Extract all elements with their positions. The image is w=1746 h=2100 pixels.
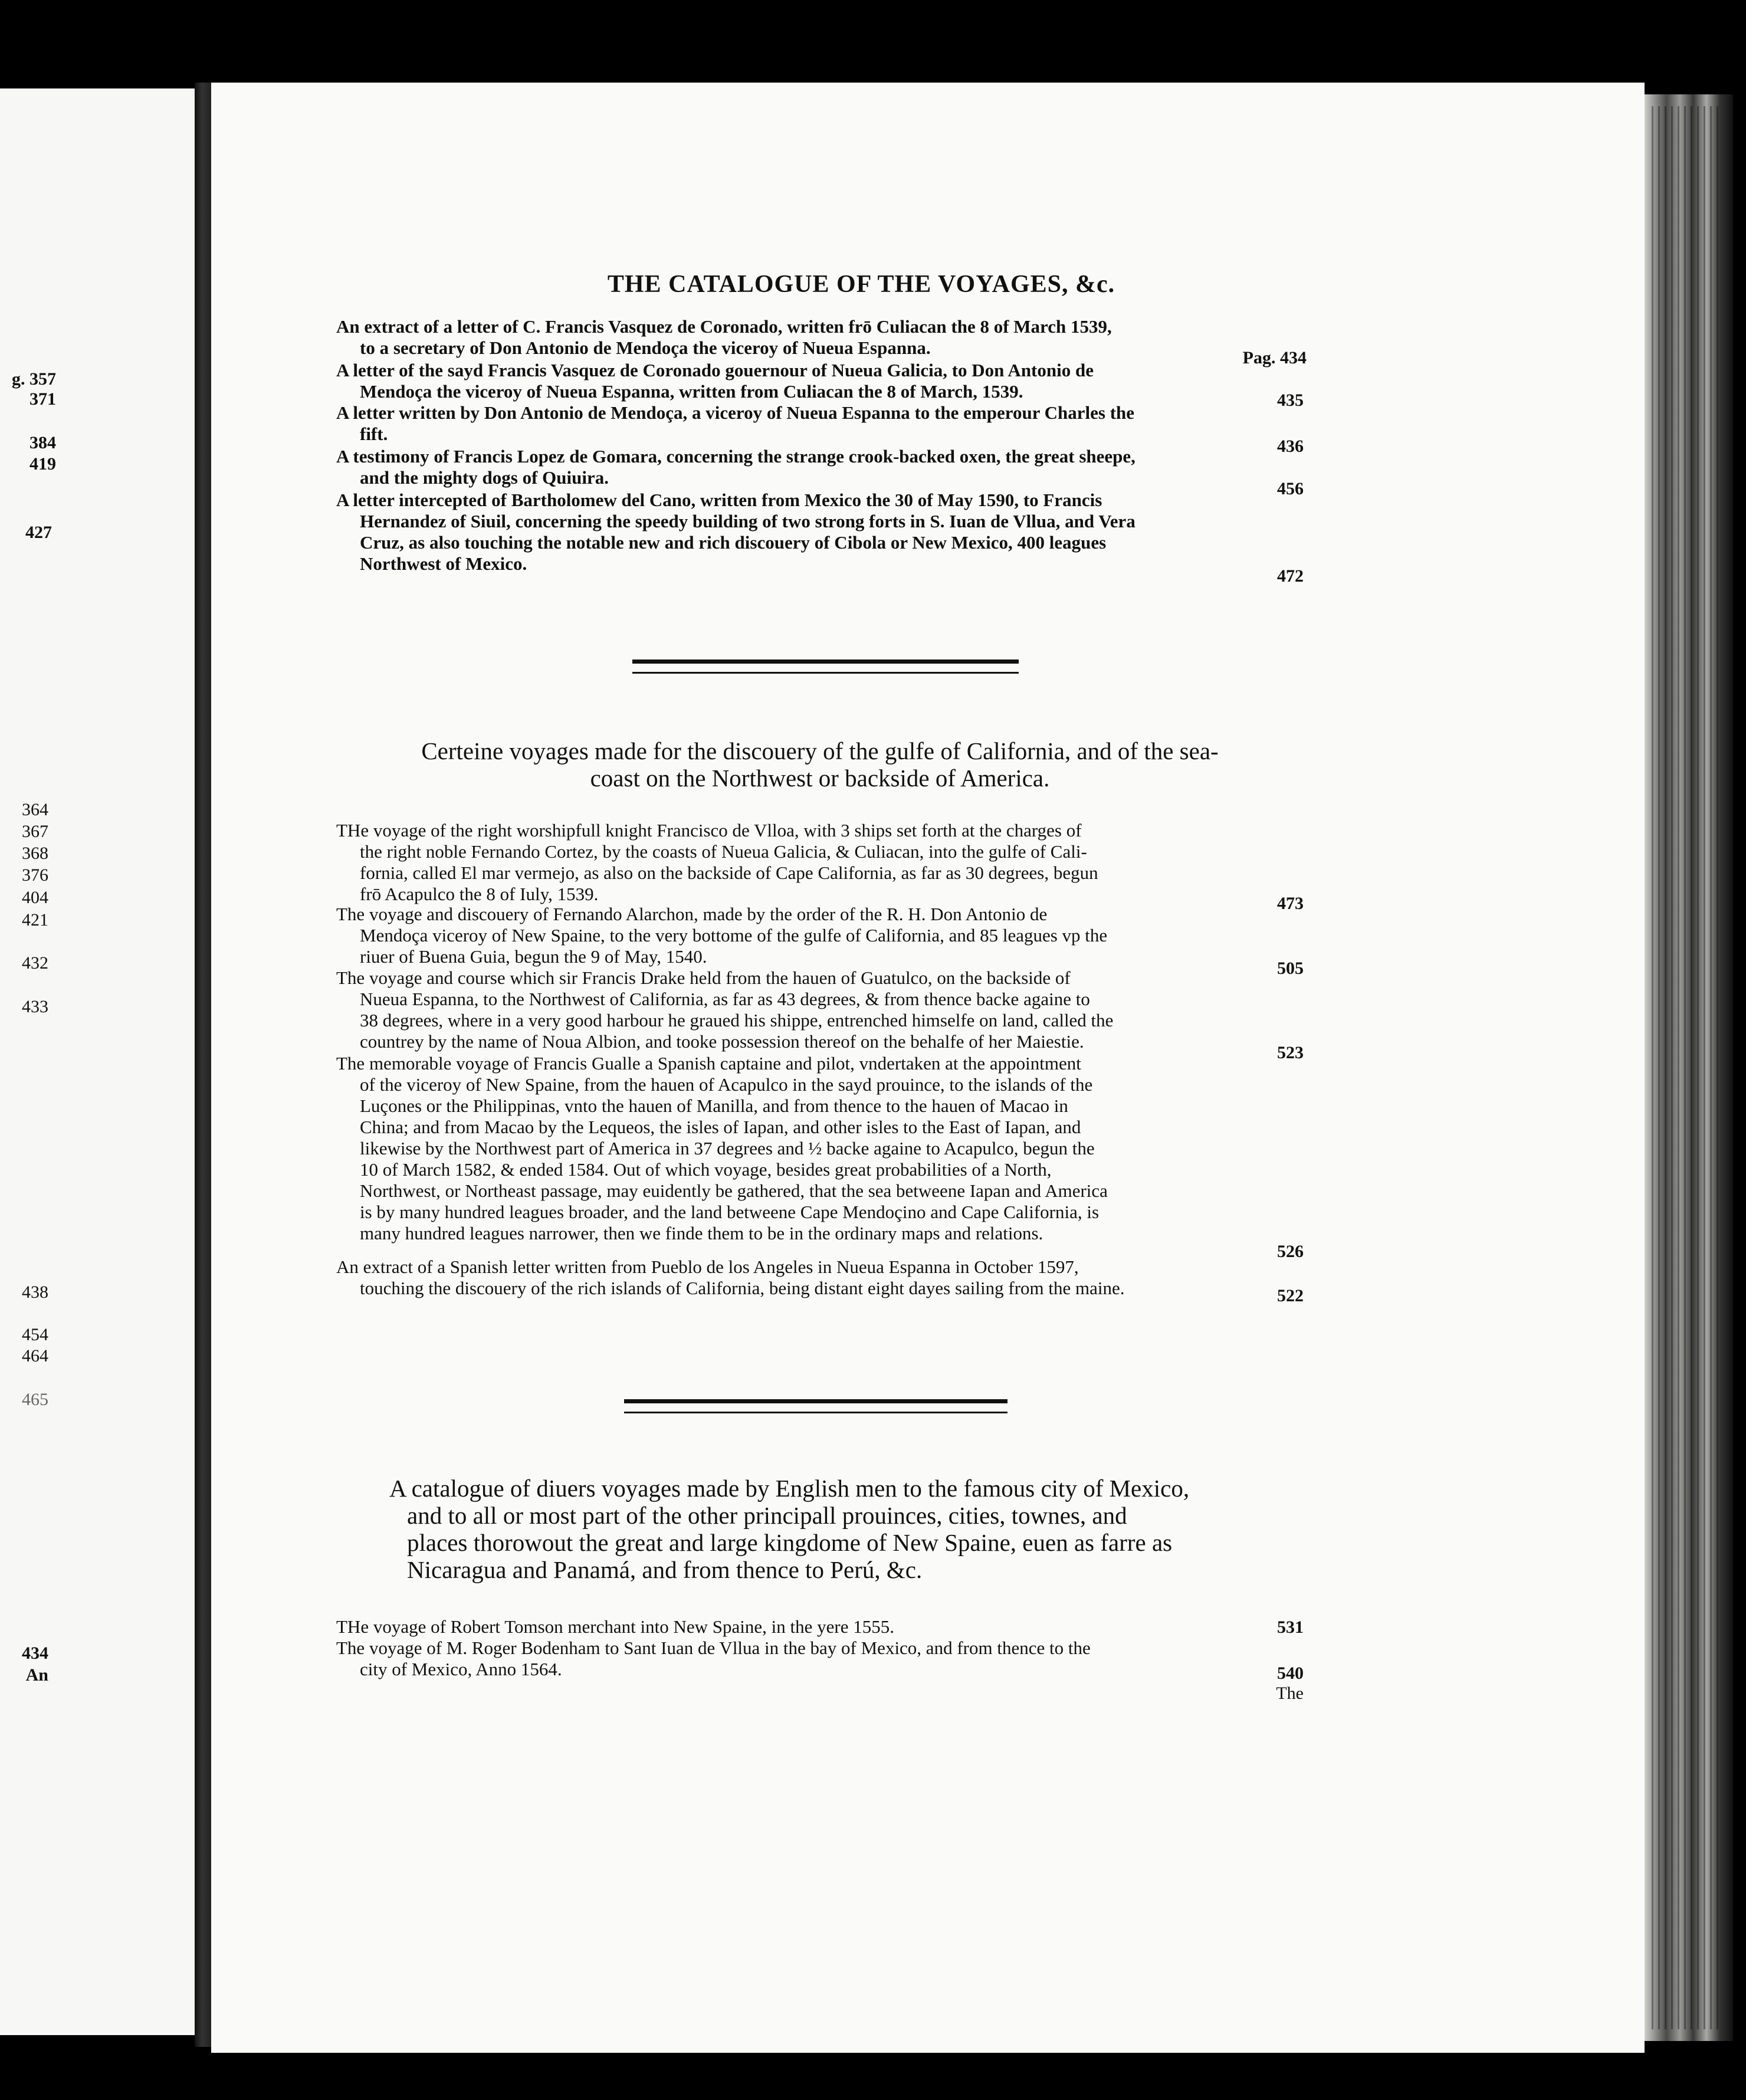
page-reference: 522	[1277, 1286, 1304, 1305]
entry-line: China; and from Macao by the Lequeos, the isles of Iapan, and other isles to the East of Iapan, and	[360, 1117, 1081, 1137]
page-reference: 540	[1277, 1663, 1304, 1683]
page-reference: 435	[1277, 391, 1304, 410]
section-title	[389, 1475, 1262, 1583]
book-spine	[195, 83, 211, 2047]
catalogue-entry	[336, 446, 1245, 488]
catalogue-entry	[336, 1053, 1245, 1244]
entry-line: A letter of the sayd Francis Vasquez de Coronado gouernour of Nueua Galicia, to Don Antonio de	[336, 360, 1094, 380]
section-title	[378, 737, 1262, 792]
page-reference: 472	[1277, 566, 1304, 586]
catalogue-entry	[336, 402, 1245, 445]
entry-line: touching the discouery of the rich islands of California, being distant eight dayes sailing from the maine.	[360, 1278, 1125, 1298]
entry-line: THe voyage of Robert Tomson merchant into New Spaine, in the yere 1555.	[336, 1616, 894, 1637]
facing-page-number: 368	[22, 844, 48, 863]
page-reference: 531	[1277, 1617, 1304, 1637]
facing-page-number: 464	[22, 1346, 48, 1366]
entry-line: Luçones or the Philippinas, vnto the hauen of Manilla, and from thence to the hauen of Macao in	[360, 1095, 1068, 1116]
catchword: The	[1276, 1684, 1304, 1703]
page-title: THE CATALOGUE OF THE VOYAGES, &c.	[607, 271, 1115, 298]
entry-line: Mendoça viceroy of New Spaine, to the very bottome of the gulfe of California, and 85 leagues vp the	[360, 925, 1108, 946]
page-reference: 526	[1277, 1242, 1304, 1261]
page-reference: 473	[1277, 894, 1304, 913]
entry-line: A testimony of Francis Lopez de Gomara, concerning the strange crook-backed oxen, the great sheepe,	[336, 446, 1135, 467]
entry-line: The voyage of M. Roger Bodenham to Sant Iuan de Vllua in the bay of Mexico, and from thence to the	[336, 1638, 1091, 1658]
facing-page-number: 432	[22, 953, 48, 973]
page-reference: 523	[1277, 1043, 1304, 1062]
catalogue-entry	[336, 1616, 1245, 1638]
facing-page-number: 421	[22, 910, 48, 930]
facing-page-number: 438	[22, 1282, 48, 1302]
entry-line: Nueua Espanna, to the Northwest of California, as far as 43 degrees, & from thence backe againe to	[360, 989, 1090, 1009]
entry-line: to a secretary of Don Antonio de Mendoça the viceroy of Nueua Espanna.	[360, 337, 931, 358]
entry-line: 38 degrees, where in a very good harbour he graued his shippe, entrenched himselfe on land, called the	[360, 1010, 1114, 1031]
page-reference: 436	[1277, 437, 1304, 456]
catalogue-entry	[336, 490, 1245, 575]
catalogue-entry	[336, 820, 1245, 905]
section-divider	[624, 1399, 1007, 1413]
entry-line: The memorable voyage of Francis Gualle a Spanish captaine and pilot, vndertaken at the appointment	[336, 1053, 1081, 1074]
facing-page-number: 384	[29, 433, 56, 452]
entry-line: Hernandez of Siuil, concerning the speedy building of two strong forts in S. Iuan de Vllua, and Vera	[360, 511, 1135, 531]
catalogue-entry	[336, 967, 1245, 1052]
section-title-line: coast on the Northwest or backside of America.	[590, 764, 1050, 792]
section-title-line: and to all or most part of the other principall prouinces, cities, townes, and	[407, 1502, 1127, 1529]
facing-page-number: 454	[22, 1325, 48, 1344]
entry-line: THe voyage of the right worshipfull knight Francisco de Vlloa, with 3 ships set forth at the charges of	[336, 820, 1082, 841]
entry-line: A letter intercepted of Bartholomew del Cano, written from Mexico the 30 of May 1590, to Francis	[336, 490, 1102, 510]
entry-line: An extract of a Spanish letter written from Pueblo de los Angeles in Nueua Espanna in October 1597,	[336, 1256, 1079, 1277]
entry-line: of the viceroy of New Spaine, from the hauen of Acapulco in the sayd prouince, to the islands of the	[360, 1074, 1093, 1095]
facing-page-number: 427	[25, 523, 52, 542]
entry-line: A letter written by Don Antonio de Mendoça, a viceroy of Nueua Espanna to the emperour Charles the	[336, 402, 1135, 423]
entry-line: city of Mexico, Anno 1564.	[360, 1659, 562, 1679]
facing-page-catchword: An	[25, 1665, 48, 1685]
page-reference: 456	[1277, 479, 1304, 498]
page-edges-texture	[1652, 106, 1722, 2029]
facing-page-number: 404	[22, 888, 48, 907]
entry-line: fift.	[360, 424, 388, 444]
facing-page-number: 434	[22, 1643, 48, 1663]
facing-page-number: 433	[22, 997, 48, 1016]
entry-line: Northwest, or Northeast passage, may euidently be gathered, that the sea betweene Iapan and America	[360, 1180, 1108, 1201]
entry-line: Cruz, as also touching the notable new and rich discouery of Cibola or New Mexico, 400 leagues	[360, 532, 1107, 553]
page-reference: Pag. 434	[1242, 348, 1307, 368]
section-divider	[632, 659, 1019, 674]
entry-line: 10 of March 1582, & ended 1584. Out of which voyage, besides great probabilities of a North,	[360, 1159, 1052, 1180]
catalogue-entry	[336, 316, 1245, 359]
entry-line: fornia, called El mar vermejo, as also on the backside of Cape California, as far as 30 degrees, begun	[360, 862, 1098, 883]
catalogue-entry	[336, 1256, 1245, 1299]
entry-line: many hundred leagues narrower, then we finde them to be in the ordinary maps and relations.	[360, 1223, 1043, 1243]
entry-line: is by many hundred leagues broader, and the land betweene Cape Mendoçino and Cape California, is	[360, 1202, 1100, 1222]
facing-page-number: 367	[22, 822, 48, 841]
catalogue-entry	[336, 360, 1245, 402]
entry-line: riuer of Buena Guia, begun the 9 of May, 1540.	[360, 946, 707, 967]
facing-page-number: 419	[29, 454, 56, 474]
entry-line: frō Acapulco the 8 of Iuly, 1539.	[360, 884, 599, 904]
entry-line: likewise by the Northwest part of America in 37 degrees and ½ backe againe to Acapulco, begun the	[360, 1138, 1095, 1159]
entry-line: Mendoça the viceroy of Nueua Espanna, written from Culiacan the 8 of March, 1539.	[360, 381, 1023, 402]
entry-line: the right noble Fernando Cortez, by the coasts of Nueua Galicia, & Culiacan, into the gulfe of Cali-	[360, 841, 1087, 862]
section-title-line: places thorowout the great and large kingdome of New Spaine, euen as farre as	[407, 1529, 1173, 1556]
entry-line: Northwest of Mexico.	[360, 553, 527, 574]
facing-page-number: 376	[22, 865, 48, 885]
facing-page-number: 364	[22, 800, 48, 819]
catalogue-entry	[336, 1638, 1245, 1680]
entry-line: The voyage and discouery of Fernando Alarchon, made by the order of the R. H. Don Antonio de	[336, 904, 1048, 924]
section-title-line: A catalogue of diuers voyages made by English men to the famous city of Mexico,	[389, 1475, 1190, 1502]
entry-line: The voyage and course which sir Francis Drake held from the hauen of Guatulco, on the backside of	[336, 967, 1071, 988]
section-title-line: Nicaragua and Panamá, and from thence to Perú, &c.	[407, 1556, 923, 1583]
entry-line: An extract of a letter of C. Francis Vasquez de Coronado, written frō Culiacan the 8 of March 1539,	[336, 316, 1112, 337]
facing-page-number: 371	[29, 389, 56, 409]
facing-page-number: g. 357	[12, 369, 56, 389]
page-reference: 505	[1277, 959, 1304, 978]
entry-line: and the mighty dogs of Quiuira.	[360, 467, 609, 488]
facing-page-number: 465	[22, 1390, 48, 1409]
entry-line: countrey by the name of Noua Albion, and tooke possession thereof on the behalfe of her Maiestie.	[360, 1031, 1084, 1052]
section-title-line: Certeine voyages made for the discouery of the gulfe of California, and of the sea-	[421, 737, 1219, 764]
catalogue-entry	[336, 904, 1245, 967]
